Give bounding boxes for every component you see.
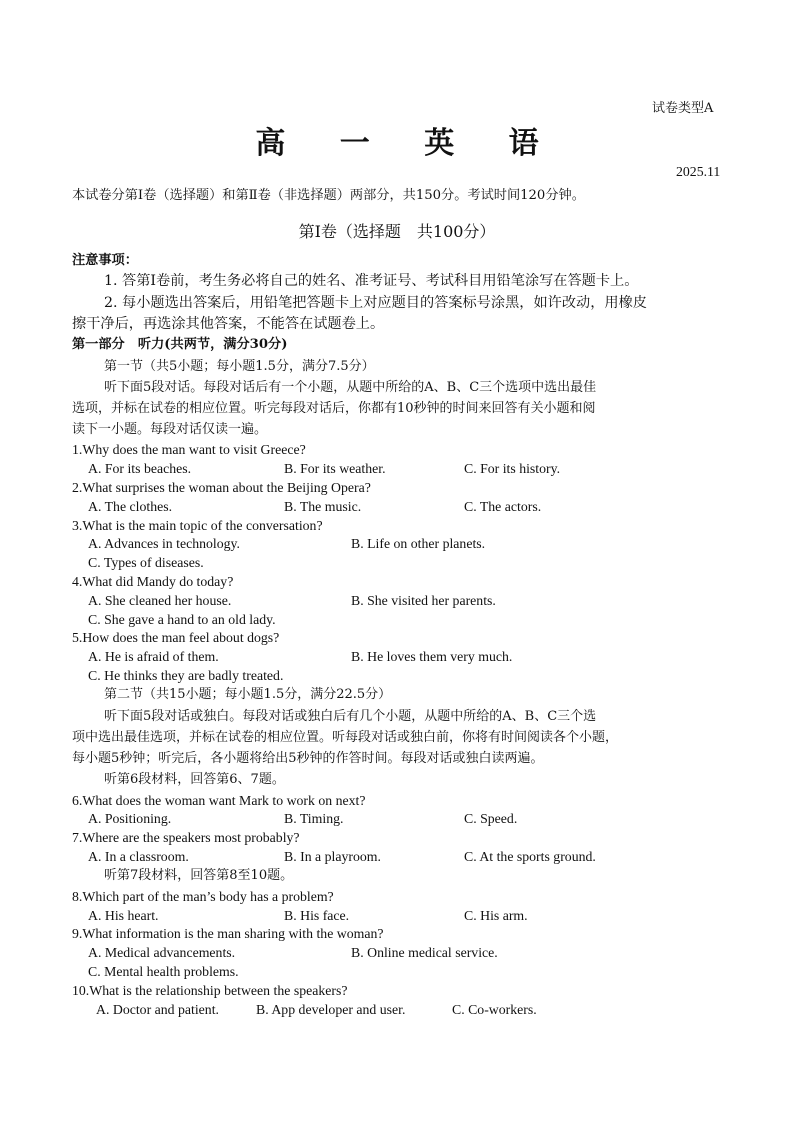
q5-option-c[interactable]: C. He thinks they are badly treated. [88, 668, 284, 683]
q6-option-a[interactable]: A. Positioning. [88, 811, 172, 826]
q8-option-a[interactable]: A. His heart. [88, 908, 159, 923]
q3-option-a[interactable]: A. Advances in technology. [88, 536, 240, 551]
q5-stem: 5.How does the man feel about dogs? [72, 630, 280, 645]
q10-option-a[interactable]: A. Doctor and patient. [96, 1002, 219, 1017]
q7-option-c[interactable]: C. At the sports ground. [464, 849, 596, 864]
q8-stem: 8.Which part of the man’s body has a problem? [72, 889, 334, 904]
q1-option-b[interactable]: B. For its weather. [284, 461, 386, 476]
q8-option-c[interactable]: C. His arm. [464, 908, 528, 923]
q10-stem: 10.What is the relationship between the speakers? [72, 983, 348, 998]
s2-heading: 第二节（共15小题；每小题1.5分，满分22.5分） [104, 687, 392, 702]
q6-option-b[interactable]: B. Timing. [284, 811, 344, 826]
q8-option-b[interactable]: B. His face. [284, 908, 350, 923]
q2-option-b[interactable]: B. The music. [284, 499, 362, 514]
note-2-line1: 2. 每小题选出答案后，用铅笔把答题卡上对应题目的答案标号涂黑，如许改动，用橡皮 [104, 295, 647, 311]
q6-stem: 6.What does the woman want Mark to work on next? [72, 793, 366, 808]
paper-type: 试卷类型A [652, 101, 714, 116]
exam-date: 2025.11 [676, 164, 721, 179]
s1-instr-2: 选项，并标在试卷的相应位置。听完每段对话后，你都有10秒钟的时间来回答有关小题和阅 [72, 401, 596, 416]
section-title: 第Ⅰ卷（选择题 共100分） [298, 222, 496, 241]
notes-label: 注意事项： [72, 253, 138, 268]
q1-option-a[interactable]: A. For its beaches. [88, 461, 192, 476]
part1-heading: 第一部分 听力(共两节，满分30分) [72, 337, 288, 352]
q5-option-b[interactable]: B. He loves them very much. [351, 649, 513, 664]
q6-option-c[interactable]: C. Speed. [464, 811, 518, 826]
q2-stem: 2.What surprises the woman about the Beijing Opera? [72, 480, 371, 495]
material-7: 听第7段材料，回答第8至10题。 [104, 868, 294, 883]
q9-option-b[interactable]: B. Online medical service. [351, 945, 498, 960]
q4-stem: 4.What did Mandy do today? [72, 574, 234, 589]
q1-option-c[interactable]: C. For its history. [464, 461, 561, 476]
note-1: 1. 答第Ⅰ卷前，考生务必将自己的姓名、准考证号、考试科目用铅笔涂写在答题卡上。 [104, 273, 639, 289]
q9-option-a[interactable]: A. Medical advancements. [88, 945, 236, 960]
s2-instr-3: 每小题5秒钟；听完后，各小题将给出5秒钟的作答时间。每段对话或独白读两遍。 [72, 751, 544, 766]
material-6: 听第6段材料，回答第6、7题。 [104, 772, 285, 787]
s1-heading: 第一节（共5小题；每小题1.5分，满分7.5分） [104, 359, 375, 374]
q4-option-a[interactable]: A. She cleaned her house. [88, 593, 232, 608]
s1-instr-1: 听下面5段对话。每段对话后有一个小题，从题中所给的A、B、C三个选项中选出最佳 [104, 380, 597, 395]
q10-option-b[interactable]: B. App developer and user. [256, 1002, 406, 1017]
s2-instr-1: 听下面5段对话或独白。每段对话或独白后有几个小题，从题中所给的A、B、C三个选 [104, 709, 597, 724]
q9-stem: 9.What information is the man sharing with the woman? [72, 926, 384, 941]
q2-option-c[interactable]: C. The actors. [464, 499, 542, 514]
s2-instr-2: 项中选出最佳选项，并标在试卷的相应位置。听每段对话或独白前，你将有时间阅读各个小题， [72, 730, 619, 745]
s1-instr-3: 读下一小题。每段对话仅读一遍。 [72, 422, 268, 437]
q5-option-a[interactable]: A. He is afraid of them. [88, 649, 219, 664]
q3-stem: 3.What is the main topic of the conversation? [72, 518, 323, 533]
note-2-line2: 擦干净后，再选涂其他答案，不能答在试题卷上。 [72, 316, 385, 332]
exam-intro: 本试卷分第Ⅰ卷（选择题）和第Ⅱ卷（非选择题）两部分，共150分。考试时间120分钟。 [72, 188, 585, 203]
q3-option-b[interactable]: B. Life on other planets. [351, 536, 486, 551]
q7-option-a[interactable]: A. In a classroom. [88, 849, 189, 864]
q4-option-c[interactable]: C. She gave a hand to an old lady. [88, 612, 276, 627]
q7-stem: 7.Where are the speakers most probably? [72, 830, 300, 845]
q1-stem: 1.Why does the man want to visit Greece? [72, 442, 306, 457]
q7-option-b[interactable]: B. In a playroom. [284, 849, 381, 864]
q10-option-c[interactable]: C. Co-workers. [452, 1002, 537, 1017]
q9-option-c[interactable]: C. Mental health problems. [88, 964, 239, 979]
q4-option-b[interactable]: B. She visited her parents. [351, 593, 496, 608]
q3-option-c[interactable]: C. Types of diseases. [88, 555, 204, 570]
q2-option-a[interactable]: A. The clothes. [88, 499, 173, 514]
page-title: 高 一 英 语 [255, 126, 561, 161]
